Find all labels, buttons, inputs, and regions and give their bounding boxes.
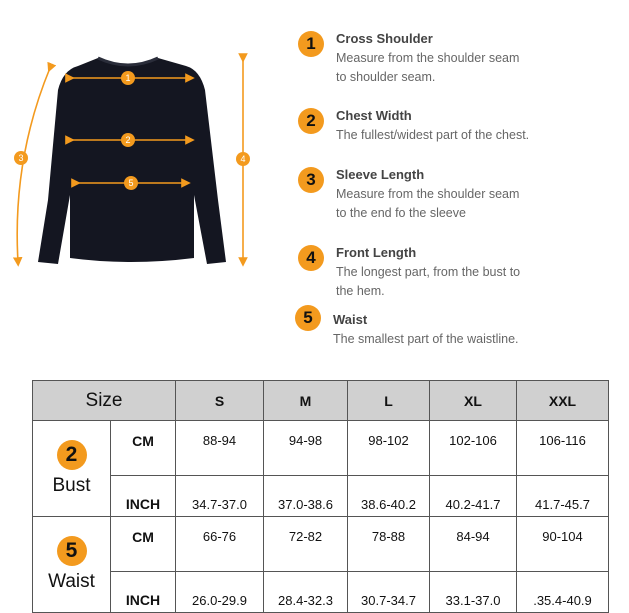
size-col-header: M (264, 381, 348, 421)
guide-badge: 3 (298, 167, 324, 193)
marker-2: 2 (125, 135, 131, 145)
row-header-waist (33, 517, 111, 613)
table-cell: 38.6-40.2 (348, 476, 430, 517)
table-cell: 102-106 (430, 421, 517, 476)
unit-label: CM (111, 421, 176, 476)
guide-desc (336, 126, 529, 145)
table-cell: 84-94 (430, 517, 517, 572)
guide-title: Chest Width (336, 108, 412, 123)
table-cell: 33.1-37.0 (430, 572, 517, 613)
row-badge: 2 (57, 440, 87, 470)
row-name: Waist (48, 571, 95, 592)
size-col-header: L (348, 381, 430, 421)
marker-1: 1 (125, 73, 131, 83)
table-cell: 78-88 (348, 517, 430, 572)
table-cell: 88-94 (176, 421, 264, 476)
size-col-header: XXL (517, 381, 609, 421)
sweater-shape (38, 58, 226, 264)
marker-5: 5 (128, 178, 134, 188)
guide-desc-line: the hem. (336, 284, 385, 298)
guide-desc-line: Measure from the shoulder seam (336, 187, 520, 201)
guide-desc (336, 185, 519, 223)
marker-3: 3 (18, 153, 24, 163)
guide-title: Sleeve Length (336, 167, 425, 182)
guide-desc-line: to shoulder seam. (336, 70, 436, 84)
guide-desc-line: to the end fo the sleeve (336, 206, 466, 220)
table-cell: 28.4-32.3 (264, 572, 348, 613)
table-row (33, 572, 609, 613)
guide-badge: 2 (298, 108, 324, 134)
unit-label: INCH (111, 476, 176, 517)
row-header-bust (33, 421, 111, 517)
guide-title: Cross Shoulder (336, 31, 433, 46)
marker-4: 4 (240, 154, 246, 164)
size-col-header: XL (430, 381, 517, 421)
table-cell: 40.2-41.7 (430, 476, 517, 517)
unit-label: CM (111, 517, 176, 572)
size-chart-table (32, 380, 609, 613)
table-cell: 41.7-45.7 (517, 476, 609, 517)
table-cell: 90-104 (517, 517, 609, 572)
guide-desc-line: Measure from the shoulder seam (336, 51, 520, 65)
row-badge: 5 (57, 536, 87, 566)
table-cell: 72-82 (264, 517, 348, 572)
table-cell: 34.7-37.0 (176, 476, 264, 517)
sweater-illustration (0, 0, 290, 300)
table-cell: 30.7-34.7 (348, 572, 430, 613)
table-cell: 98-102 (348, 421, 430, 476)
table-cell: 106-116 (517, 421, 609, 476)
guide-title: Front Length (336, 245, 417, 260)
size-header: Size (33, 381, 176, 421)
table-cell: 94-98 (264, 421, 348, 476)
guide-badge: 4 (298, 245, 324, 271)
guide-badge: 5 (295, 305, 321, 331)
table-cell: 66-76 (176, 517, 264, 572)
guide-desc-line: The smallest part of the waistline. (333, 332, 519, 346)
guide-desc (336, 263, 520, 301)
table-row (33, 517, 609, 572)
guide-desc (336, 49, 519, 87)
table-row (33, 421, 609, 476)
guide-desc (333, 330, 519, 349)
table-cell: .35.4-40.9 (517, 572, 609, 613)
guide-desc-line: The longest part, from the bust to (336, 265, 521, 279)
table-cell: 37.0-38.6 (264, 476, 348, 517)
row-name: Bust (52, 475, 91, 496)
size-col-header: S (176, 381, 264, 421)
guide-desc-line: The fullest/widest part of the chest. (336, 128, 530, 142)
table-header-row (33, 381, 609, 421)
table-row (33, 476, 609, 517)
unit-label: INCH (111, 572, 176, 613)
guide-badge: 1 (298, 31, 324, 57)
table-cell: 26.0-29.9 (176, 572, 264, 613)
guide-title: Waist (333, 312, 368, 327)
